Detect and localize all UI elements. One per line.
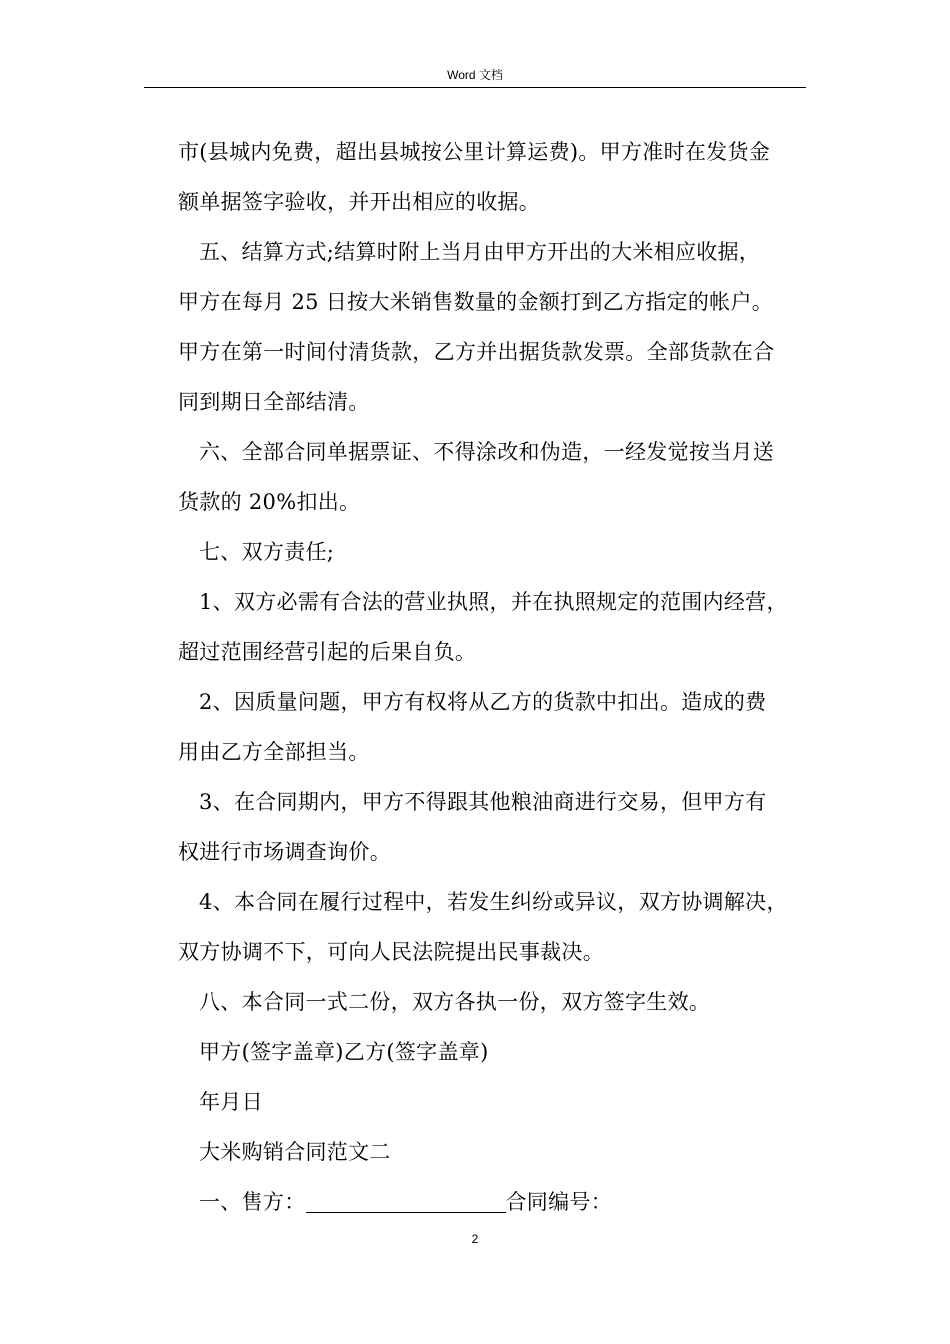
paragraph-line: 用由乙方全部担当。 <box>178 740 370 764</box>
seller-label: 一、售方： <box>199 1190 306 1214</box>
paragraph-line: 双方协调不下，可向人民法院提出民事裁决。 <box>178 940 604 964</box>
page-number: 2 <box>471 1232 479 1246</box>
paragraph-line: 甲方在每月 25 日按大米销售数量的金额打到乙方指定的帐户。 <box>178 290 774 314</box>
seller-blank-field <box>306 1190 506 1213</box>
document-body <box>178 127 808 1227</box>
header-divider <box>144 87 806 88</box>
paragraph-line: 货款的 20%扣出。 <box>178 490 361 514</box>
seller-line <box>178 1177 808 1227</box>
paragraph-line: 市(县城内免费，超出县城按公里计算运费)。甲方准时在发货金 <box>178 140 771 164</box>
page-header: Word 文档 <box>447 68 503 82</box>
paragraph-line: 甲方在第一时间付清货款，乙方并出据货款发票。全部货款在合 <box>178 340 775 364</box>
clause-five-line: 五、结算方式;结算时附上当月由甲方开出的大米相应收据， <box>199 240 761 264</box>
clause-eight-line: 八、本合同一式二份，双方各执一份，双方签字生效。 <box>199 990 711 1014</box>
date-line: 年月日 <box>199 1090 263 1114</box>
clause-seven-heading: 七、双方责任; <box>199 540 335 564</box>
item-two-line: 2、因质量问题，甲方有权将从乙方的货款中扣出。造成的费 <box>199 690 767 714</box>
item-four-line: 4、本合同在履行过程中，若发生纠纷或异议，双方协调解决， <box>199 890 788 914</box>
paragraph-line: 同到期日全部结清。 <box>178 390 370 414</box>
paragraph-line: 额单据签字验收，并开出相应的收据。 <box>178 190 541 214</box>
signature-line: 甲方(签字盖章)乙方(签字盖章) <box>199 1040 489 1064</box>
section-title: 大米购销合同范文二 <box>199 1140 391 1164</box>
paragraph-line: 权进行市场调查询价。 <box>178 840 391 864</box>
item-one-line: 1、双方必需有合法的营业执照，并在执照规定的范围内经营， <box>199 590 788 614</box>
clause-six-line: 六、全部合同单据票证、不得涂改和伪造，一经发觉按当月送 <box>199 440 775 464</box>
paragraph-line: 超过范围经营引起的后果自负。 <box>178 640 477 664</box>
contract-number-label: 合同编号： <box>505 1190 612 1214</box>
item-three-line: 3、在合同期内，甲方不得跟其他粮油商进行交易，但甲方有 <box>199 790 767 814</box>
